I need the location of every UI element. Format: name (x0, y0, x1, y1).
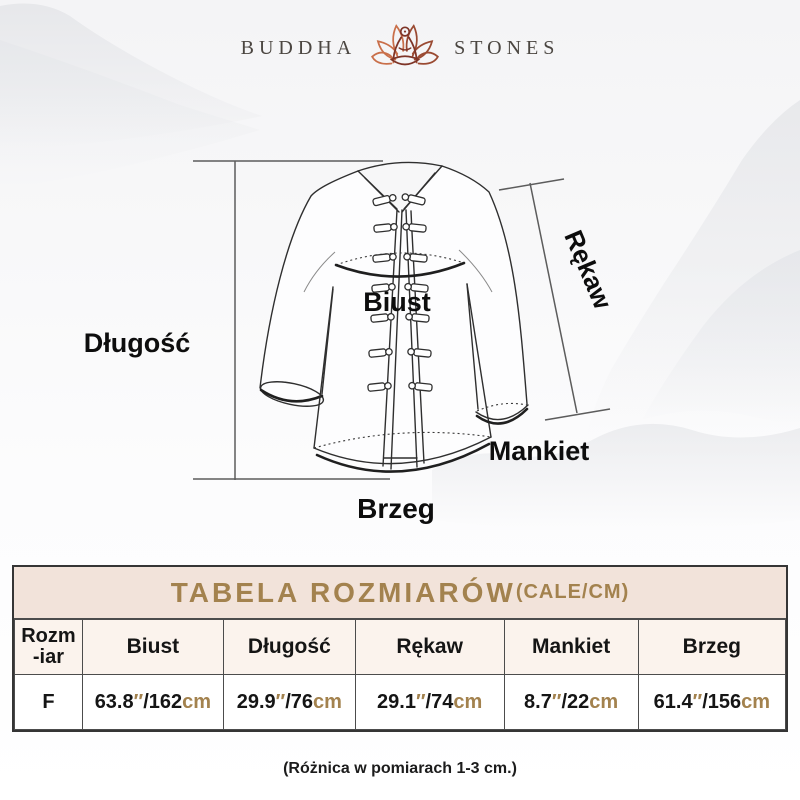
header-row (15, 620, 786, 675)
sleeve-value: 29.1″/74cm (355, 675, 504, 730)
label-cuff: Mankiet (488, 436, 590, 466)
label-length: Długość (83, 328, 191, 358)
measurement-tolerance-note: (Różnica w pomiarach 1-3 cm.) (283, 760, 517, 777)
label-sleeve: Rękaw (558, 225, 619, 314)
col-header-bust: Biust (82, 620, 223, 675)
col-header-hem: Brzeg (638, 620, 785, 675)
hem-value: 61.4″/156cm (638, 675, 785, 730)
brand-name-right: STONES (454, 36, 560, 59)
brand-name-left: BUDDHA (240, 36, 357, 59)
bust-value: 63.8″/162cm (82, 675, 223, 730)
size-value: F (15, 675, 83, 730)
label-hem: Brzeg (357, 493, 435, 524)
col-header-size: Rozm -iar (15, 620, 83, 675)
size-table-title-units: (CALE/CM) (515, 581, 630, 603)
size-table-grid (14, 619, 786, 730)
brand-logo (0, 18, 800, 78)
col-header-length: Długość (223, 620, 355, 675)
col-header-sleeve: Rękaw (355, 620, 504, 675)
size-table-title (14, 567, 786, 619)
size-table-title-text: TABELA ROZMIARÓW (170, 576, 516, 608)
lotus-icon (368, 19, 442, 77)
col-header-cuff: Mankiet (504, 620, 638, 675)
table-row (15, 675, 786, 730)
label-bust: Biust (363, 287, 431, 317)
length-value: 29.9″/76cm (223, 675, 355, 730)
size-table (12, 565, 788, 732)
cuff-value: 8.7″/22cm (504, 675, 638, 730)
